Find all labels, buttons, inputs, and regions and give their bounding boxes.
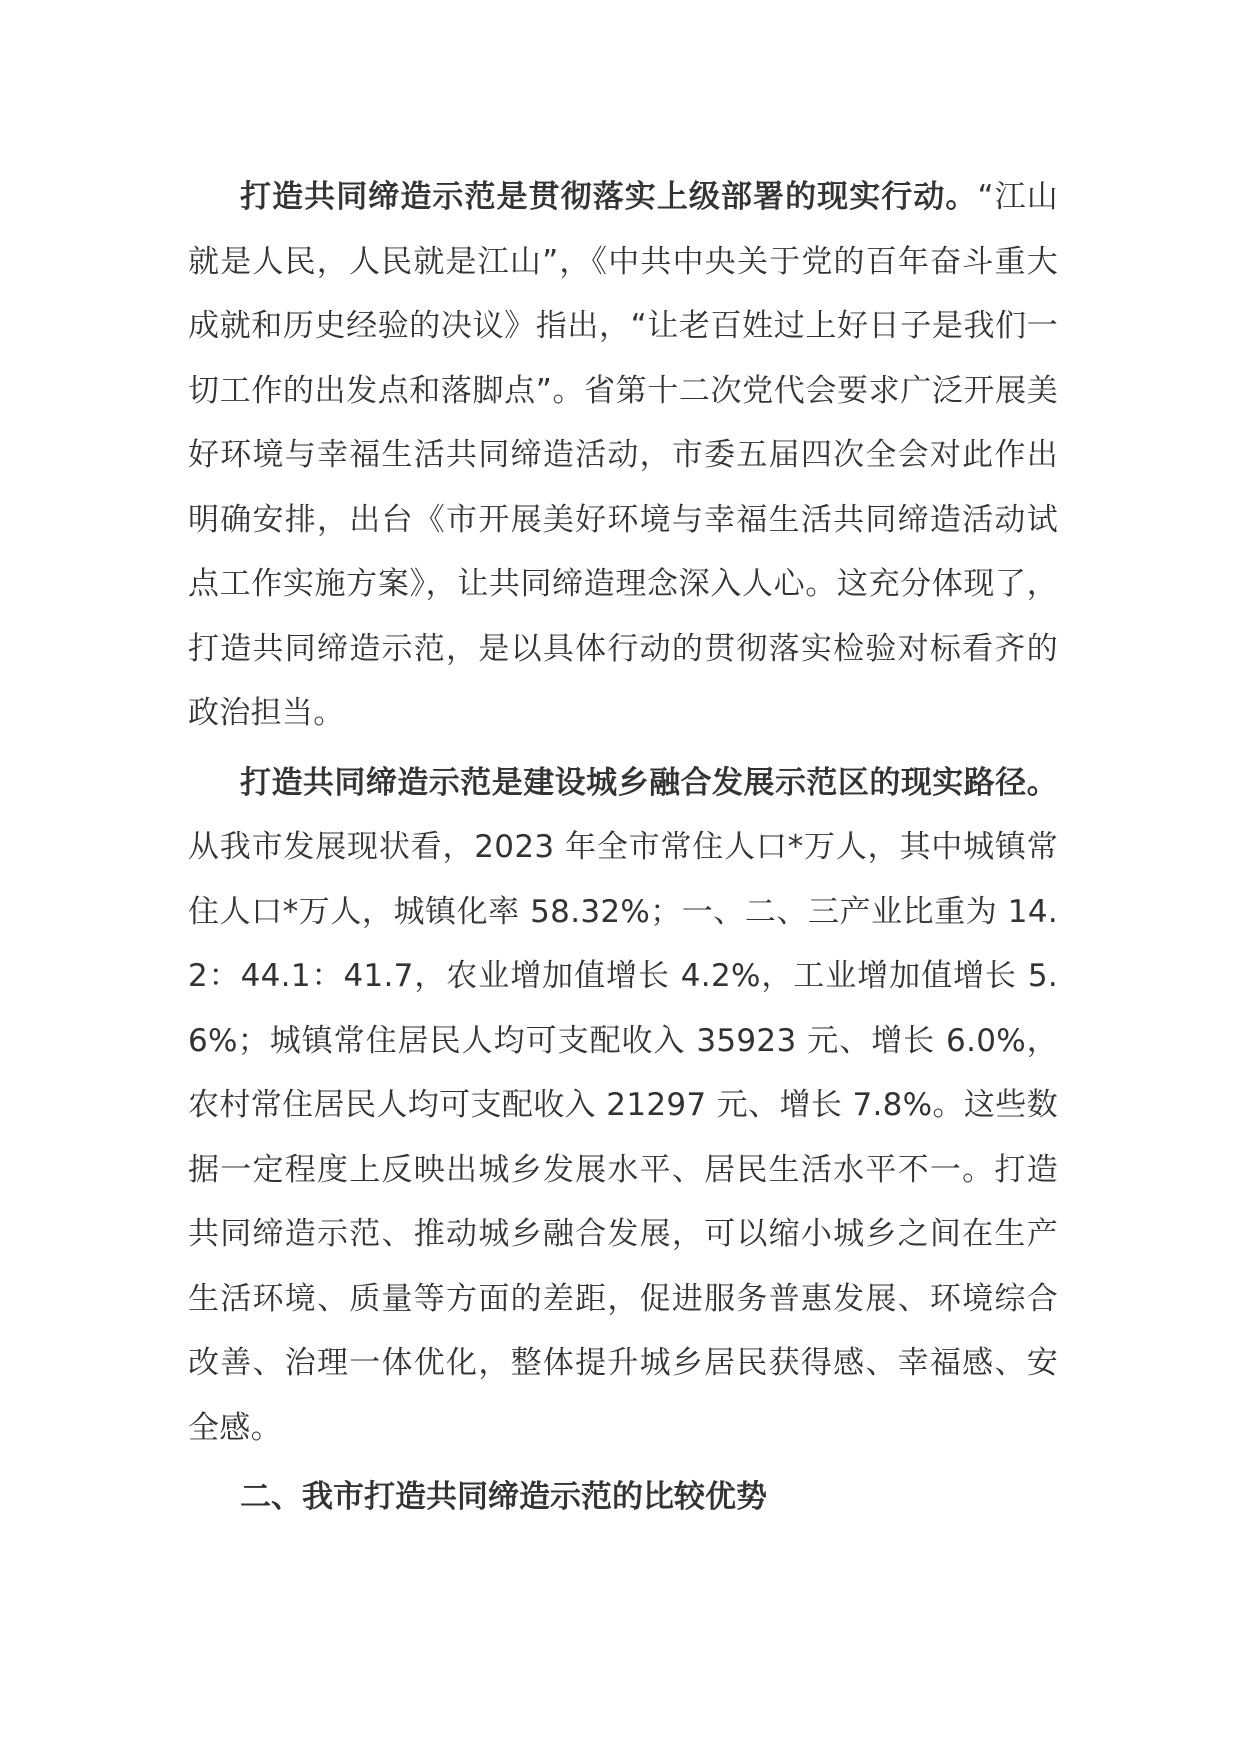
paragraph-deployment-action [188,165,1058,746]
paragraph-urban-rural-path [188,751,1058,1461]
section-heading: 二、我市打造共同缔造示范的比较优势 [240,1479,767,1515]
document-body [188,165,1058,1530]
paragraph-text: 从我市发展现状看，2023 年全市常住人口*万人，其中城镇常住人口*万人，城镇化率 58.32%；一、二、三产业比重为 14.2：44.1：41.7，农业增加值增长 4.2%，工业增加值增长 5.6%；城镇常住居民人均可支配收入 35923 元、增长 6.0%，农村常住居民人均可支配收入 21297 元、增长 7.8%。这些数据一定程度上反映出城乡发展水平、居民生活水平不一。打造共同缔造示范、推动城乡融合发展，可以缩小城乡之间在生产生活环境、质量等方面的差距，促进服务普惠发展、环境综合改善、治理一体优化，整体提升城乡居民获得感、幸福感、安全感。 [188,829,1058,1446]
paragraph-lead: 打造共同缔造示范是贯彻落实上级部署的现实行动。 [240,179,978,215]
paragraph-lead: 打造共同缔造示范是建设城乡融合发展示范区的现实路径。 [240,764,1058,801]
paragraph-text: “江山就是人民，人民就是江山”，《中共中央关于党的百年奋斗重大成就和历史经验的决议》指出，“让老百姓过上好日子是我们一切工作的出发点和落脚点”。省第十二次党代会要求广泛开展美好环境与幸福生活共同缔造活动，市委五届四次全会对此作出明确安排，出台《市开展美好环境与幸福生活共同缔造活动试点工作实施方案》，让共同缔造理念深入人心。这充分体现了，打造共同缔造示范，是以具体行动的贯彻落实检验对标看齐的政治担当。 [188,179,1058,731]
